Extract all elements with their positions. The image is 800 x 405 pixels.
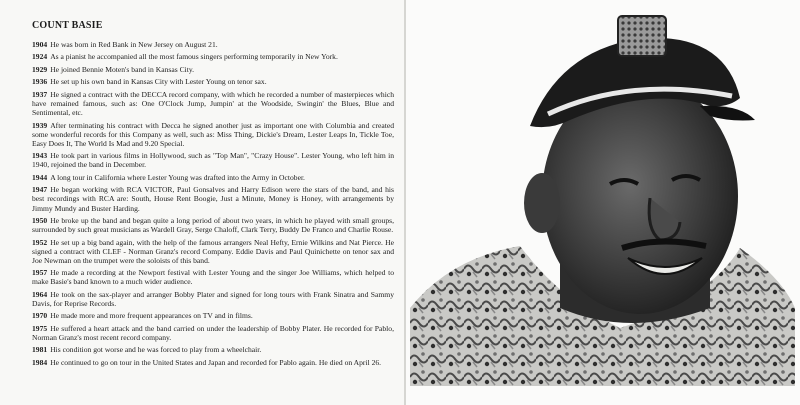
entry-year: 1981 — [32, 345, 48, 355]
timeline-entry — [32, 52, 394, 61]
timeline-entry — [32, 121, 394, 148]
entry-year: 1943 — [32, 151, 48, 161]
entry-year: 1950 — [32, 216, 48, 226]
timeline-entry — [32, 358, 394, 367]
entry-year: 1937 — [32, 89, 48, 99]
cap-badge — [618, 16, 666, 56]
entry-year: 1936 — [32, 77, 48, 87]
entry-year: 1944 — [32, 172, 48, 182]
entry-text: He made a recording at the Newport festival with Lester Young and the singer Joe Williams, which helped to make Basie's band known to a much wider audience. — [32, 268, 394, 287]
timeline-entry — [32, 90, 394, 117]
timeline-entry — [32, 324, 394, 342]
entry-text: He took part in various films in Hollywood, such as "Top Man", "Crazy House". Lester Young, who left him in 1940, rejoined the band in December. — [32, 151, 394, 170]
timeline-entry — [32, 65, 394, 74]
entry-year: 1947 — [32, 185, 48, 195]
entry-year: 1904 — [32, 40, 48, 49]
timeline-entry — [32, 151, 394, 169]
entry-text: He suffered a heart attack and the band carried on under the leadership of Bobby Plater. He recorded for Pablo, Norman Granz's most recent record company. — [32, 323, 394, 342]
entry-year: 1939 — [32, 120, 48, 130]
timeline-entry — [32, 345, 394, 354]
entry-text: He joined Bennie Moten's band in Kansas City. — [50, 64, 195, 74]
timeline-list — [32, 40, 394, 370]
entry-text: He set up his own band in Kansas City with Lester Young on tenor sax. — [50, 77, 267, 87]
entry-text: He broke up the band and began quite a long period of about two years, in which he played with small groups, surrounded by such great musicians as Wardell Gray, Serge Chaloff, Clark Terry, Buddy De Franco and Charlie Rouse. — [32, 216, 394, 235]
timeline-entry — [32, 290, 394, 308]
portrait-photo — [410, 8, 795, 386]
entry-year: 1975 — [32, 323, 48, 333]
entry-text: He was born in Red Bank in New Jersey on August 21. — [50, 40, 218, 49]
entry-year: 1970 — [32, 311, 48, 321]
timeline-entry — [32, 185, 394, 212]
entry-text: A long tour in California where Lester Young was drafted into the Army in October. — [50, 172, 305, 182]
entry-text: He made more and more frequent appearances on TV and in films. — [50, 311, 253, 321]
entry-text: He signed a contract with the DECCA record company, with which he recorded a number of masterpieces which have remained famous, such as: One O'Clock Jump, Jumpin' at the Woodside, Swingin' the Blues, Blue and Sentimental, etc. — [32, 89, 394, 118]
entry-year: 1957 — [32, 268, 48, 278]
entry-text: He set up a big band again, with the help of the famous arrangers Neal Hefty, Ernie Wilkins and Nat Pierce. He signed a contract with CLEF - Norman Granz's record Company. Eddie Davis and Paul Quinichette on tenor sax and Joe Newman on the trumpet were the soloists of this band. — [32, 237, 394, 265]
timeline-entry — [32, 40, 394, 49]
entry-text: He began working with RCA VICTOR, Paul Gonsalves and Harry Edison were the stars of the band, and his best recordings with RCA are: South, House Rent Boogie, Just a Minute, Money is Honey, with arrangements by Jimmy Mundy and Buster Harding. — [32, 185, 394, 213]
entry-text: After terminating his contract with Decca he signed another just as important one with Columbia and created some wonderful records for this Company as well, such as: Miss Thing, Dickie's Dream, Lester Leaps In, Tickle Toe, Easy Does It, The World Is Mad and 9.20 Special. — [32, 120, 394, 148]
page-title: COUNT BASIE — [32, 20, 103, 31]
entry-year: 1929 — [32, 64, 48, 74]
timeline-entry — [32, 173, 394, 182]
entry-year: 1924 — [32, 52, 48, 62]
timeline-entry — [32, 238, 394, 265]
timeline-entry — [32, 216, 394, 234]
entry-text: He took on the sax-player and arranger Bobby Plater and signed for long tours with Frank Sinatra and Sammy Davis, for Reprise Records. — [32, 289, 394, 308]
entry-year: 1952 — [32, 237, 48, 247]
timeline-entry — [32, 311, 394, 320]
timeline-entry — [32, 77, 394, 86]
entry-year: 1984 — [32, 357, 48, 367]
entry-text: As a pianist he accompanied all the most famous singers performing temporarily in New York. — [50, 52, 338, 62]
entry-text: His condition got worse and he was forced to play from a wheelchair. — [50, 345, 262, 355]
ear — [524, 173, 560, 233]
timeline-entry — [32, 268, 394, 286]
entry-year: 1964 — [32, 289, 48, 299]
entry-text: He continued to go on tour in the United States and Japan and recorded for Pablo again. He died on April 26. — [50, 357, 382, 367]
